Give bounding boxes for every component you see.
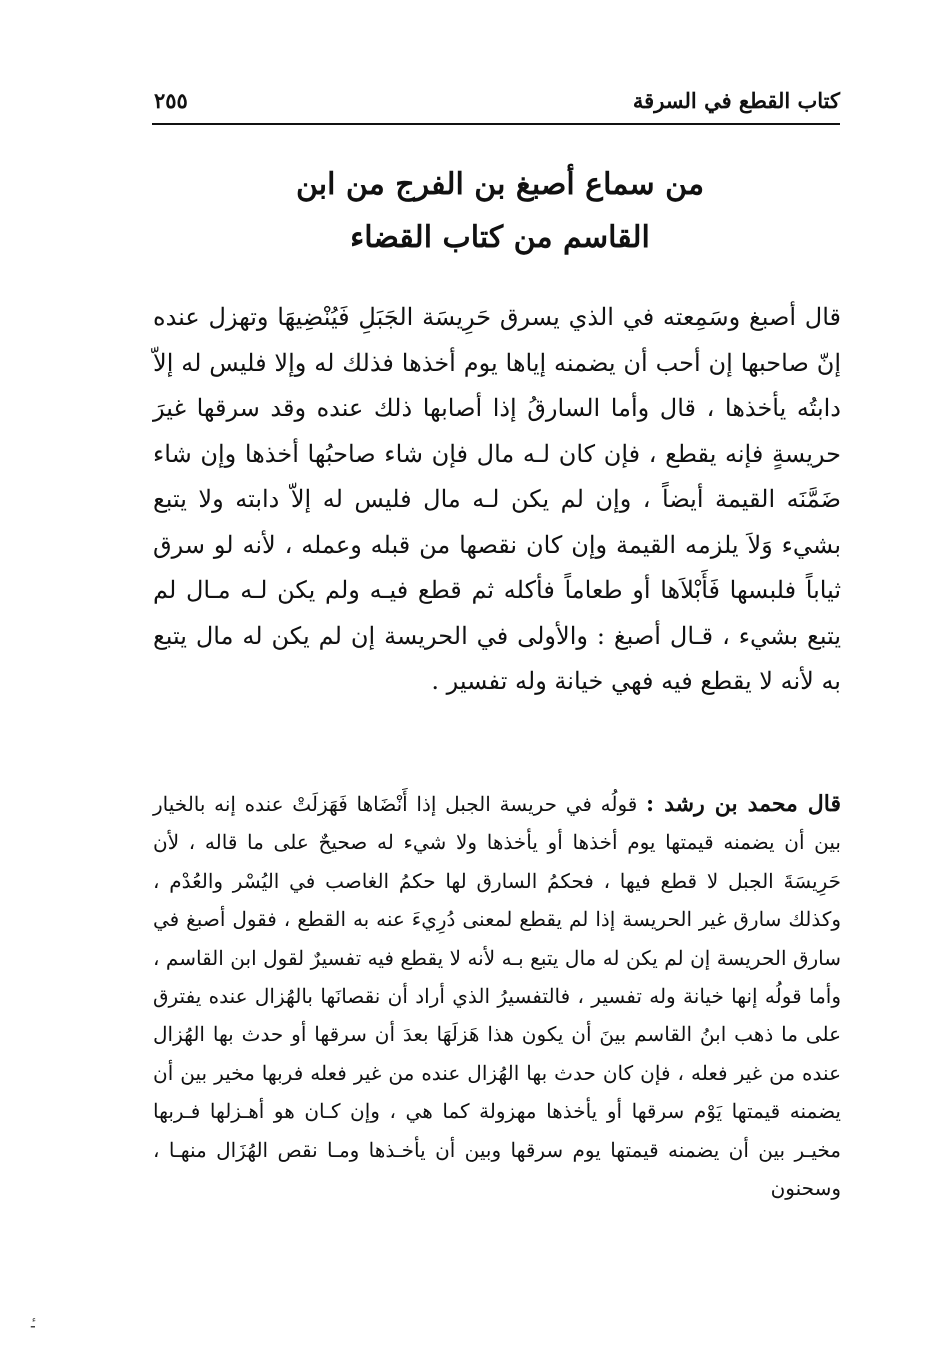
commentary-speaker: قال محمد بن رشد : <box>646 791 842 817</box>
footer-mark: -ٔ <box>30 1316 36 1335</box>
page-number: ٢٥٥ <box>154 88 188 113</box>
chapter-title-line-2: القاسم من كتاب القضاء <box>350 220 650 255</box>
chapter-title-line-1: من سماع أصبغ بن الفرج من ابن <box>295 167 705 202</box>
header-divider <box>152 123 840 125</box>
narration-paragraph: قال أصبغ وسَمِعته في الذي يسرق حَرِيسَة الجَبَلِ فَيُنْضِيهَا وتهزل عنده إنّ صاحبها إن أحب أن يضمنه إياها يوم أخذها فذلك له وإلا فليس له إلاّ دابتُه يأخذها ، قال وأما السارقُ إذا أصابها ذلك عنده وقد سرقها غيرَ حريسةٍ فإنه يقطع ، فإن كان لـه مال فإن شاء صاحبُها أخذها وإن شاء ضَمَّنَه القيمة أيضاً ، وإن لم يكن لـه مال فليس له إلاّ دابته ولا يتبع بشيء وَلاَ يلزمه القيمة وإن كان نقصها من قبله وعمله ، لأنه لو سرق ثياباً فلبسها فَأَبْلاَها أو طعاماً فأكله ثم قطع فيـه ولم يكن لـه مـال لم يتبع بشيء ، قـال أصبغ : والأولى في الحريسة إن لم يكن له مال يتبع به لأنه لا يقطع فيه فهي خيانة وله تفسير . <box>153 303 841 695</box>
chapter-title <box>230 158 770 264</box>
book-title: كتاب القطع في السرقة <box>632 88 840 113</box>
commentary-paragraph <box>153 785 841 1207</box>
running-header <box>152 86 840 120</box>
commentary-text: قولُه في حريسة الجبل إذا أَنْضَاها فَهَزلَتْ عنده إنه بالخيار بين أن يضمنه قيمتها يوم أخذها أو يأخذها ولا شيء له صحيحٌ على ما قاله ، لأن حَرِيسَةَ الجبل لا قطع فيها ، فحكمُ السارق لها حكمُ الغاصب في اليُسْر والعُدْم ، وكذلك سارق غير الحريسة إذا لم يقطع لمعنى دُرِيءَ عنه به القطع ، فقول أصبغ في سارق الحريسة إن لم يكن له مال يتبع بـه لأنه لا يقطع فيه تفسيرٌ لقول ابن القاسم ، وأما قولُه إنها خيانة وله تفسير ، فالتفسيرُ الذي أراد أن نقصانَها بالهُزال عنده يفترق على ما ذهب ابنُ القاسم بينَ أن يكون هذا هَزلَهَا بعدَ أن سرقها أو حدث بها الهُزال عنده من غير فعله ، فإن كان حدث بها الهُزال عنده من غير فعله فربها مخير بين أن يضمنه قيمتها يَوْم سرقها أو يأخذها مهزولة كما هي ، وإن كـان هو أهـزلها فـربها مخيـر بين أن يضمنه قيمتها يوم سرقها وبين أن يأخـذها ومـا نقص الهُزَال منهـا ، وسحنون <box>153 792 841 1201</box>
